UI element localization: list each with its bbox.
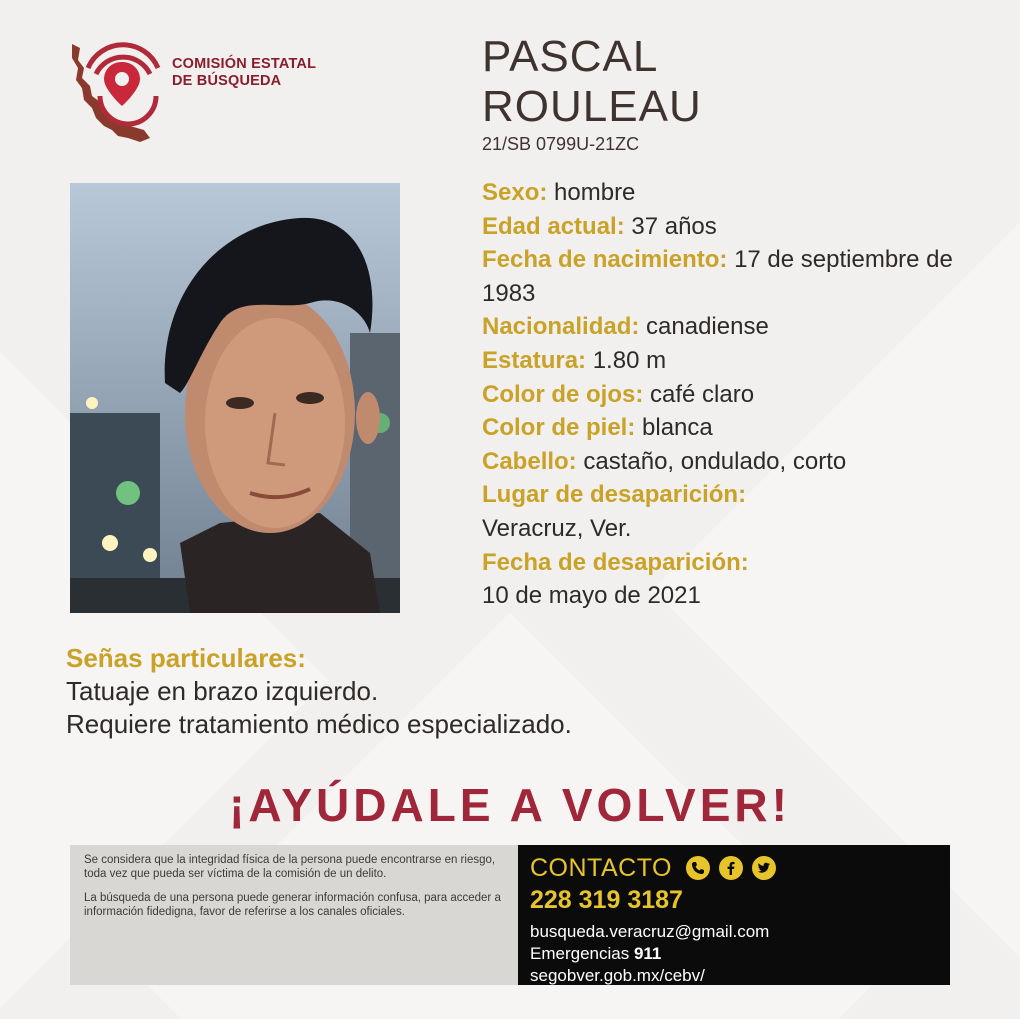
- detail-lugar: Veracruz, Ver.: [482, 514, 632, 542]
- contact-emergency: Emergencias 911: [530, 944, 662, 963]
- detail-sexo: Sexo: hombre: [482, 179, 636, 206]
- detail-piel: Color de piel: blanca: [482, 414, 713, 442]
- marks-label: Señas particulares:: [66, 643, 306, 673]
- contact-website[interactable]: segobver.gob.mx/cebv/: [530, 966, 705, 985]
- contact-phone[interactable]: 228 319 3187: [530, 886, 683, 914]
- detail-nacimiento: Fecha de nacimiento: 17 de septiembre de 1983: [482, 246, 953, 307]
- detail-fecha: 10 de mayo de 2021: [482, 582, 701, 610]
- contact-email[interactable]: busqueda.veracruz@gmail.com: [530, 922, 770, 941]
- organization-name: [172, 56, 316, 90]
- detail-lugar-label: Lugar de desaparición:: [482, 481, 747, 509]
- detail-nacionalidad: Nacionalidad: canadiense: [482, 313, 769, 341]
- twitter-icon[interactable]: [752, 856, 776, 880]
- disclaimer-paragraph-2: La búsqueda de una persona puede generar información confusa, para acceder a información fidedigna, favor de referirse a los canales oficiales.: [84, 892, 501, 918]
- phone-icon[interactable]: [686, 856, 710, 880]
- detail-edad: Edad actual: 37 años: [482, 212, 717, 240]
- facebook-icon[interactable]: [719, 856, 743, 880]
- detail-ojos: Color de ojos: café claro: [482, 380, 755, 408]
- contact-box: [518, 845, 950, 985]
- detail-estatura: Estatura: 1.80 m: [482, 346, 667, 374]
- veracruz-map-pin-icon: [66, 38, 166, 148]
- disclaimer-box: [70, 845, 518, 985]
- organization-logo: [66, 38, 366, 148]
- person-name: [482, 32, 702, 132]
- first-name: PASCAL: [482, 32, 659, 81]
- case-code: 21/SB 0799U-21ZC: [482, 134, 640, 154]
- last-name: ROULEAU: [482, 82, 702, 131]
- detail-cabello: Cabello: castaño, ondulado, corto: [482, 447, 847, 475]
- detail-fecha-label: Fecha de desaparición:: [482, 548, 749, 576]
- person-photo: [70, 183, 400, 613]
- marks-line1: Tatuaje en brazo izquierdo.: [66, 676, 379, 706]
- disclaimer-paragraph-1: Se considera que la integridad física de la persona puede encontrarse en riesgo, toda vez que pueda ser víctima de la comisión de un delito.: [84, 854, 496, 880]
- distinguishing-marks: [66, 642, 966, 741]
- contact-title-row: [530, 851, 950, 885]
- call-to-action: ¡AYÚDALE A VOLVER!: [229, 779, 791, 831]
- person-details: [482, 176, 982, 613]
- contact-title: CONTACTO: [530, 853, 672, 882]
- marks-line2: Requiere tratamiento médico especializado.: [66, 709, 572, 739]
- organization-name-line2: DE BÚSQUEDA: [172, 73, 282, 89]
- organization-name-line1: COMISIÓN ESTATAL: [172, 56, 317, 72]
